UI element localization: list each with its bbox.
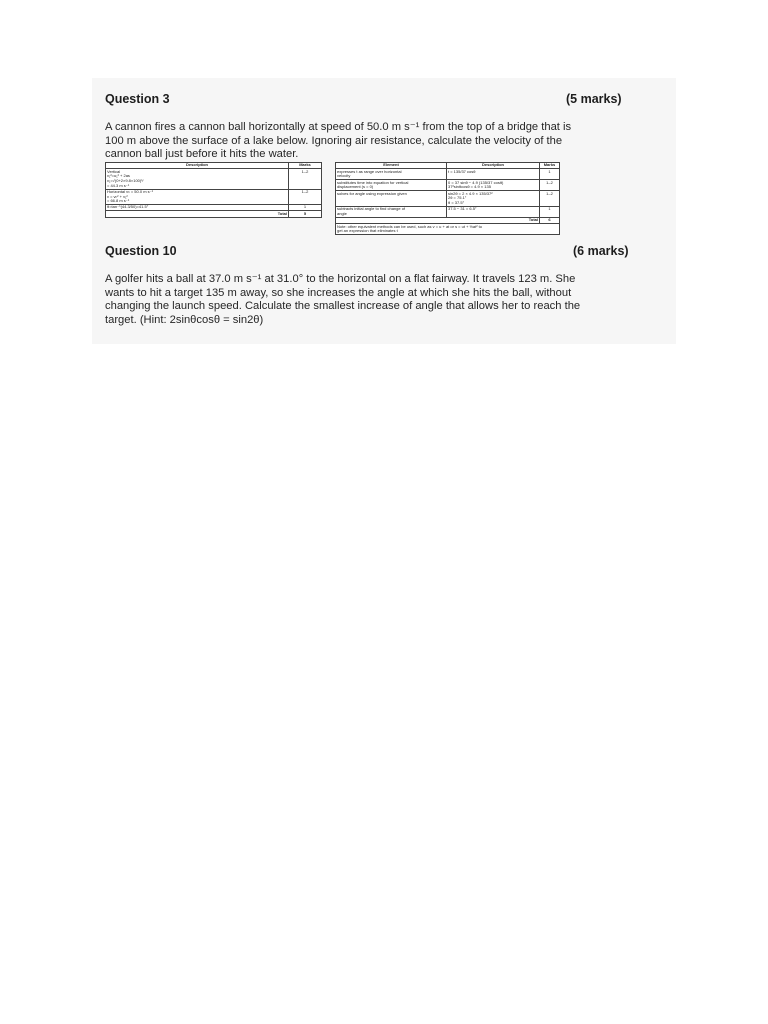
question-10-line: A golfer hits a ball at 37.0 m s⁻¹ at 31.0° to the horizontal on a flat fairway. It travels 123 m. She	[105, 273, 576, 285]
question-10-line: wants to hit a target 135 m away, so she increases the angle at which she hits the ball, without	[105, 286, 572, 299]
cell-line: angle	[337, 210, 347, 216]
total-label: Total	[336, 217, 540, 223]
cell-line: θ = 37.5°	[448, 199, 465, 205]
column-header-element: Element	[336, 163, 447, 169]
table-note	[336, 224, 560, 235]
table-cell-marks: 1	[289, 205, 322, 211]
table-cell-element	[336, 206, 447, 217]
question-3-marking-table	[105, 162, 322, 218]
question-3-line: cannon ball just before it hits the water.	[105, 148, 299, 161]
question-3-heading: Question 3	[105, 92, 170, 106]
question-10-heading: Question 10	[105, 244, 177, 258]
column-header-description: Description	[106, 163, 289, 169]
table-cell-description	[106, 169, 289, 189]
question-3-text	[105, 121, 571, 162]
total-label: Total	[106, 211, 289, 217]
cell-line: θ=tan⁻¹(44.3/50)=41.5°	[107, 204, 149, 210]
table-cell-description	[447, 206, 540, 217]
table-cell-marks: 1	[540, 206, 560, 217]
cell-line: substitutes time into equation for vertical	[337, 179, 409, 185]
table-cell-element	[336, 191, 447, 207]
cell-line: expresses t as range over horizontal	[337, 168, 402, 174]
table-row	[106, 169, 322, 189]
table-cell-description	[447, 180, 540, 191]
table-cell-description	[447, 191, 540, 207]
cell-line: velocity	[337, 173, 351, 179]
cell-line: 2θ = 75.1°	[448, 195, 467, 201]
total-value: 5	[289, 211, 322, 217]
cell-line: t = 135/37 cosθ	[448, 168, 476, 174]
table-cell-marks: 1	[540, 169, 560, 180]
table-cell-marks: 1–2	[289, 189, 322, 205]
table-row	[336, 206, 560, 217]
question-3-marks: (5 marks)	[566, 92, 622, 106]
cell-line: v₁=√(0+2×9.8×100)¹⁄	[107, 177, 144, 183]
table-total-row	[106, 211, 322, 217]
question-3-line: 100 m above the surface of a lake below. Ignoring air resistance, calculate the velocity of the	[105, 134, 563, 147]
table-cell-description	[447, 169, 540, 180]
table-cell-marks: 1–2	[540, 180, 560, 191]
table-cell-marks: 1–2	[289, 169, 322, 189]
table-row	[336, 169, 560, 180]
cell-line: Vertical	[107, 168, 121, 174]
cell-line: v₁²=u₁² + 2as	[107, 173, 130, 179]
table-row	[336, 191, 560, 207]
question-10-line: changing the launch speed. Calculate the smallest increase of angle that allows her to reach the	[105, 300, 581, 313]
cell-line: sin2θ = 2 × 4.9 × 135/37²	[448, 190, 493, 196]
note-line: get an expression that eliminates t	[337, 228, 398, 234]
table-cell-element	[336, 180, 447, 191]
cell-line: Horizontal vₕ = 50.0 m s⁻¹	[107, 188, 154, 194]
table-note-row	[336, 224, 560, 235]
cell-line: subtracts initial angle to find change of	[337, 206, 406, 212]
table-cell-marks: 1–2	[540, 191, 560, 207]
cell-line: v = vₕ² + v₁²	[107, 193, 128, 199]
table-cell-description	[106, 189, 289, 205]
document-page	[92, 78, 676, 344]
cell-line: 37.5 − 31 = 6.5°	[448, 206, 477, 212]
question-10-line: target. (Hint: 2sinθcosθ = sin2θ)	[105, 313, 264, 326]
cell-line: = 66.8 m s⁻¹	[107, 198, 130, 204]
cell-line: displacement (s = 0)	[337, 184, 374, 190]
table-row	[106, 189, 322, 205]
cell-line: solves for angle using expression given	[337, 190, 407, 196]
question-10-text	[105, 273, 580, 327]
total-value: 6	[540, 217, 560, 223]
question-3-line: A cannon fires a cannon ball horizontally at speed of 50.0 m s⁻¹ from the top of a bridge that is	[105, 121, 572, 133]
column-header-marks: Marks	[289, 163, 322, 169]
column-header-marks: Marks	[540, 163, 560, 169]
question-10-marks: (6 marks)	[573, 244, 629, 258]
cell-line: 0 = 37 sinθ − 4.9 (135/37 cosθ)	[448, 179, 504, 185]
cell-line: = 44.3 m s⁻¹	[107, 182, 130, 188]
note-line: Note: other equivalent methods can be used, such as v = u + at or s = ut + ½at² to	[337, 223, 482, 229]
table-row	[336, 180, 560, 191]
column-header-description: Description	[447, 163, 540, 169]
cell-line: 37²sinθcosθ = 4.9 × 135	[448, 184, 491, 190]
question-10-marking-table	[335, 162, 560, 235]
table-cell-element	[336, 169, 447, 180]
